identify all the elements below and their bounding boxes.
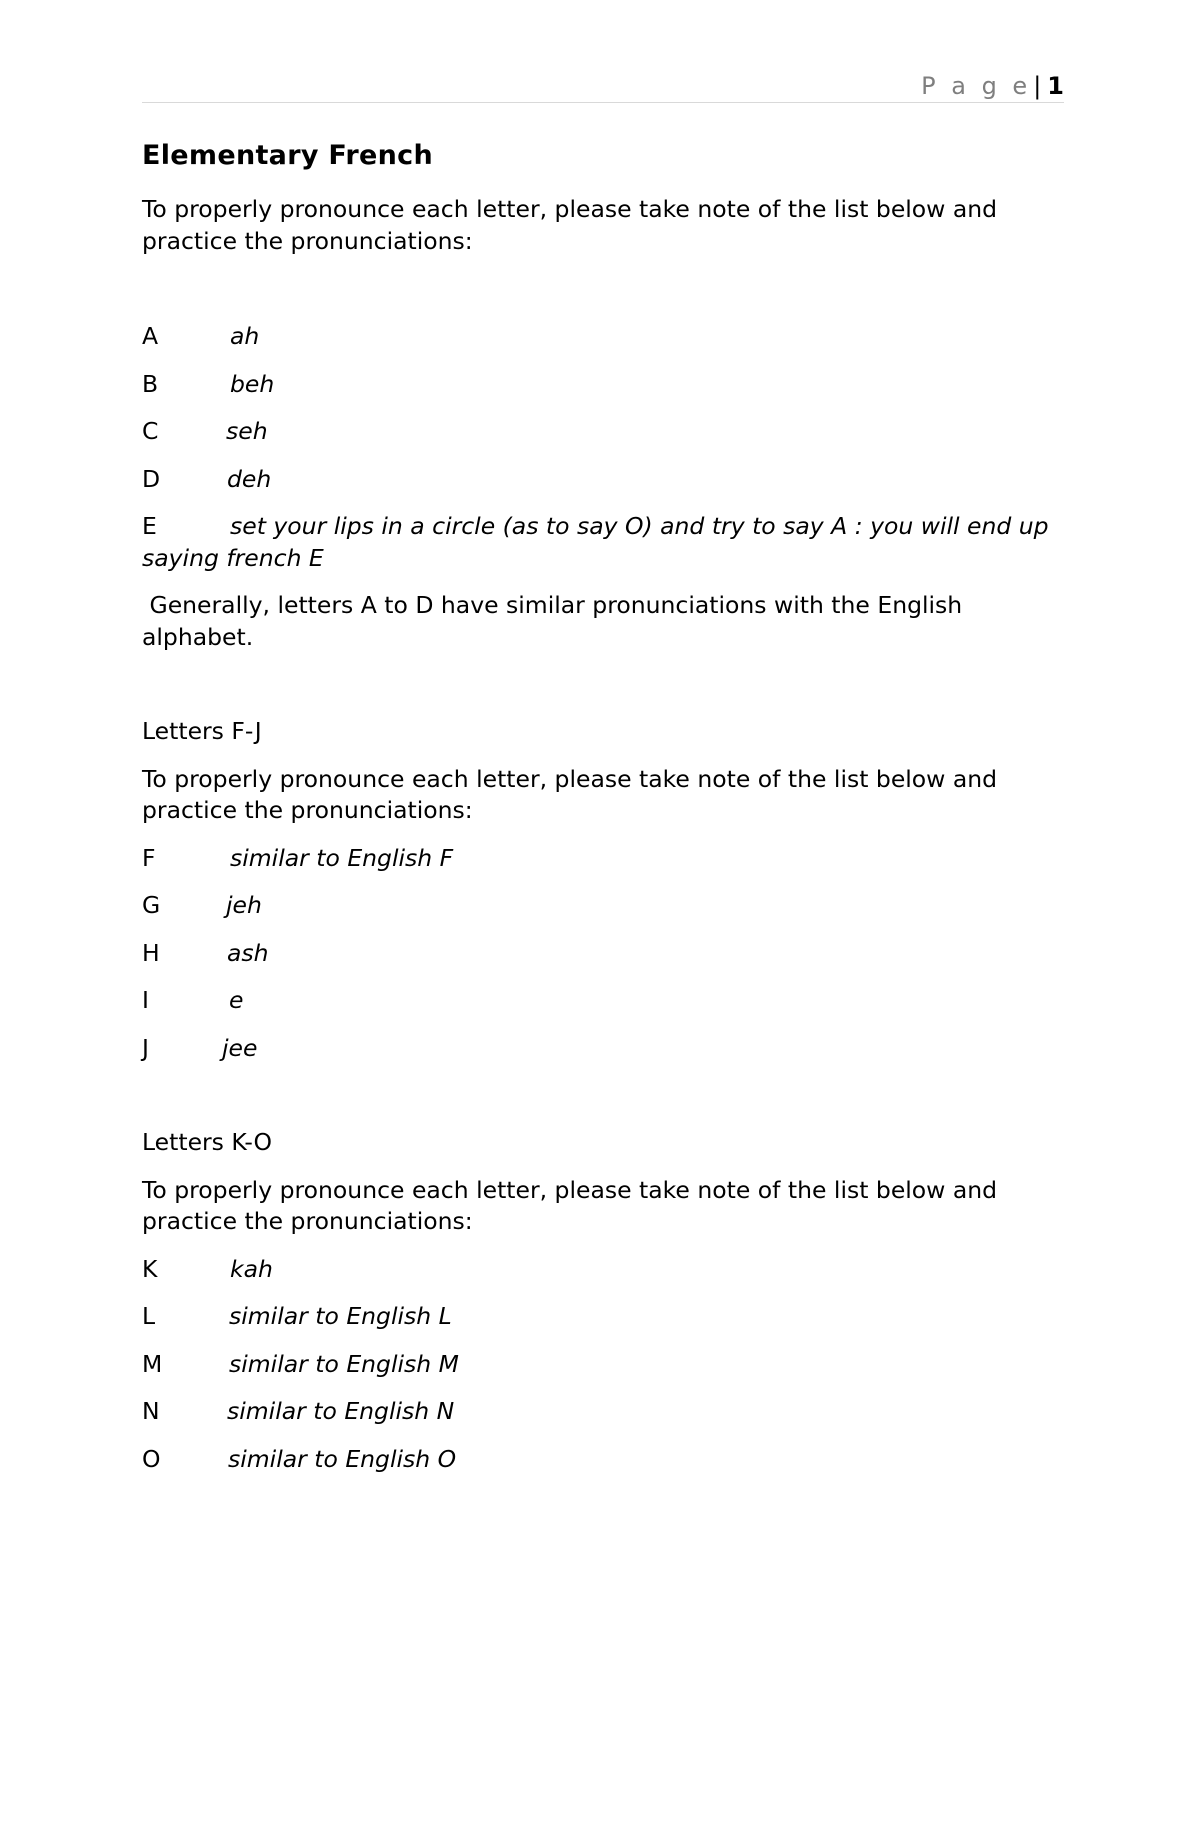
section3-heading: Letters K-O	[142, 1128, 272, 1156]
list-item-k	[142, 1254, 1064, 1286]
pronunciation: jee	[222, 1033, 258, 1062]
section1-note: Generally, letters A to D have similar pronunciations with the English alphabet.	[142, 591, 970, 651]
letter-label: G	[142, 891, 161, 919]
letter-label: F	[142, 843, 156, 872]
pronunciation: beh	[230, 369, 275, 398]
letter-label: N	[142, 1397, 160, 1425]
pronunciation: kah	[230, 1254, 273, 1283]
letter-label: B	[142, 369, 159, 398]
letter-label: L	[142, 1302, 156, 1330]
pronunciation: similar to English F	[230, 843, 454, 872]
page-separator: |	[1033, 72, 1042, 100]
list-item-c	[142, 416, 1064, 448]
pronunciation: e	[229, 986, 244, 1014]
letter-label: H	[142, 938, 160, 967]
letter-label: K	[142, 1254, 158, 1283]
list-item-j	[142, 1033, 1064, 1065]
document-body	[142, 138, 1064, 1491]
page-header	[142, 60, 1064, 103]
letter-label: M	[142, 1349, 163, 1378]
letter-label: E	[142, 512, 157, 540]
list-item-g	[142, 890, 1064, 922]
page-number-label	[921, 72, 1064, 100]
list-item-i	[142, 985, 1064, 1017]
section2-heading: Letters F-J	[142, 717, 262, 745]
pronunciation: similar to English M	[229, 1349, 459, 1378]
list-item-d	[142, 464, 1064, 496]
letter-label: A	[142, 322, 159, 350]
section1-intro: To properly pronounce each letter, please take note of the list below and practice the pronunciations:	[142, 195, 998, 255]
list-item-n	[142, 1396, 1064, 1428]
pronunciation: set your lips in a circle (as to say O) and try to say A : you will end up saying french E	[142, 512, 1049, 572]
letter-label: I	[142, 986, 149, 1014]
list-item-l	[142, 1301, 1064, 1333]
page-word: P a g e	[921, 72, 1032, 100]
section3-intro: To properly pronounce each letter, please take note of the list below and practice the pronunciations:	[142, 1175, 998, 1235]
pronunciation: similar to English L	[229, 1302, 452, 1330]
list-item-e	[142, 511, 1064, 574]
pronunciation: jeh	[226, 891, 262, 919]
list-item-f	[142, 843, 1064, 875]
pronunciation: ah	[230, 322, 260, 350]
pronunciation: similar to English N	[227, 1397, 455, 1425]
list-item-m	[142, 1349, 1064, 1381]
letter-label: D	[142, 464, 161, 493]
pronunciation: seh	[226, 417, 268, 445]
letter-label: J	[142, 1033, 149, 1062]
letter-label: O	[142, 1444, 161, 1473]
letter-label: C	[142, 417, 159, 445]
list-item-o	[142, 1444, 1064, 1476]
page-number: 1	[1047, 72, 1064, 100]
pronunciation: deh	[227, 464, 272, 493]
document-title: Elementary French	[142, 140, 434, 171]
pronunciation: similar to English O	[228, 1444, 457, 1473]
section2-intro: To properly pronounce each letter, please take note of the list below and practice the pronunciations:	[142, 764, 998, 824]
pronunciation: ash	[227, 938, 269, 967]
list-item-h	[142, 938, 1064, 970]
list-item-b	[142, 369, 1064, 401]
list-item-a	[142, 321, 1064, 353]
